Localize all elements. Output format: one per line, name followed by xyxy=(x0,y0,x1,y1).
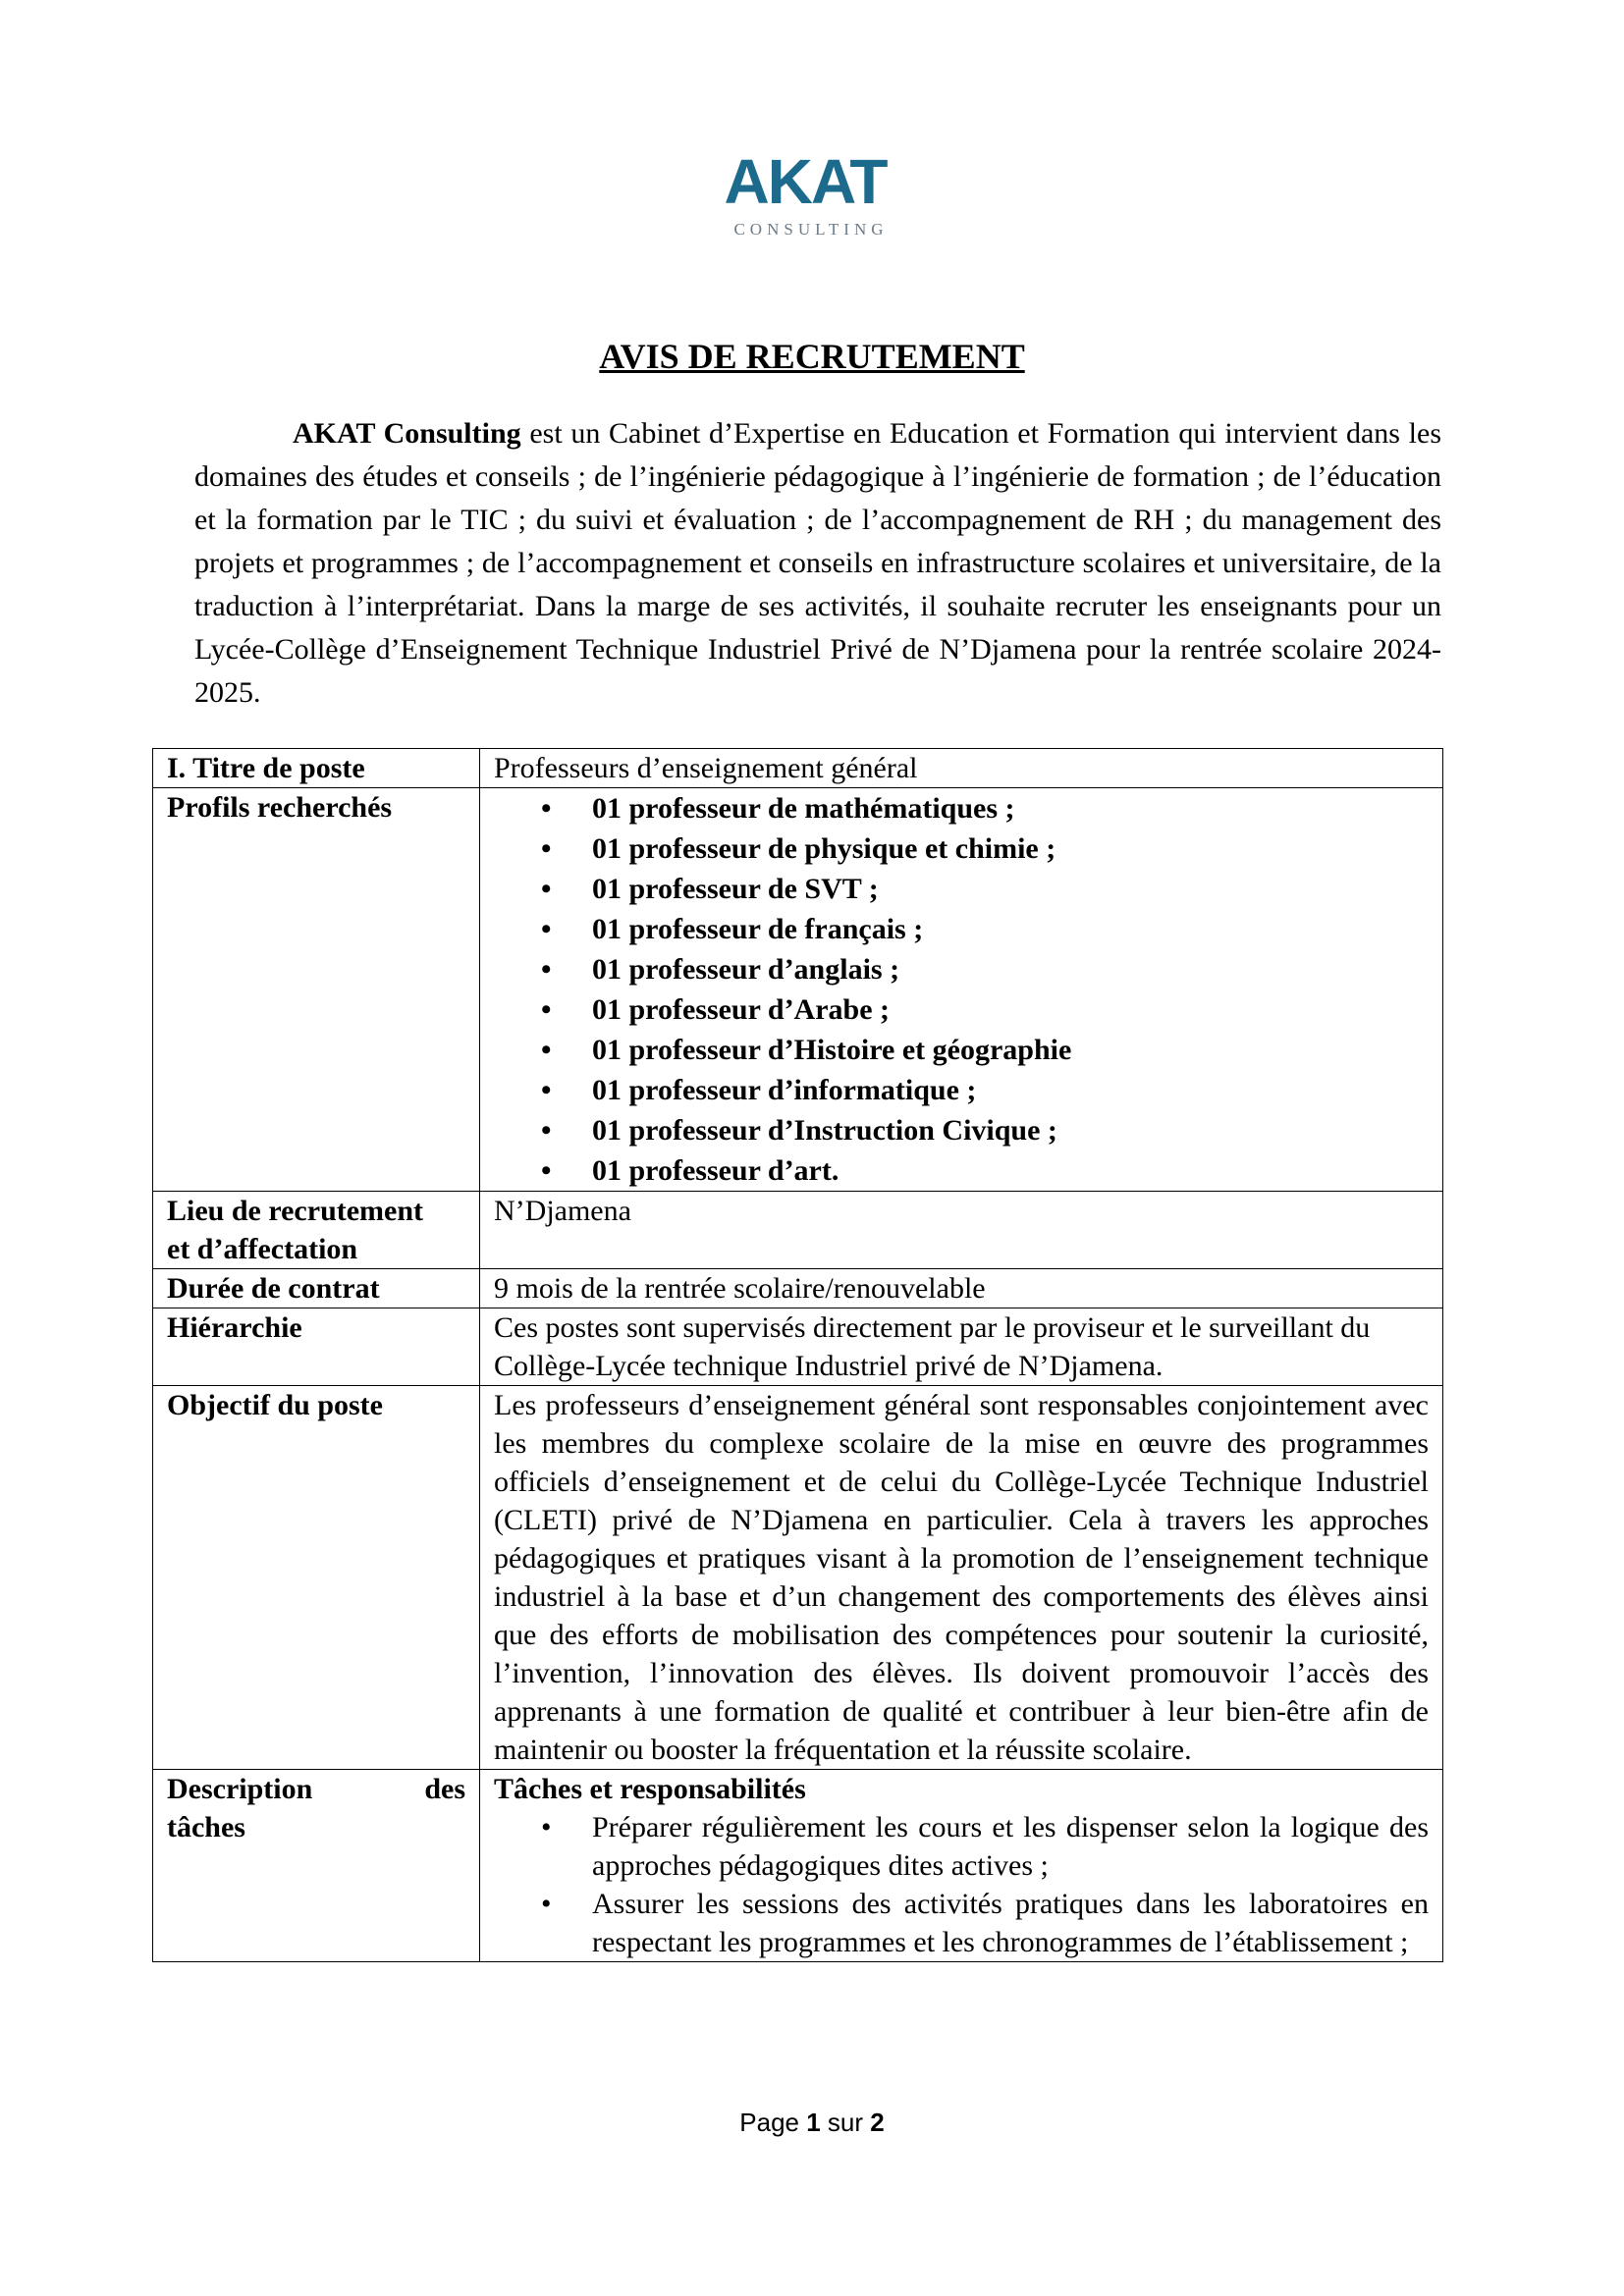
list-item: • Assurer les sessions des activités pratiques dans les laboratoires en respectant les programmes et les chronogrammes de l’établissement ; xyxy=(494,1885,1429,1961)
table-row-hierarchie xyxy=(153,1308,1443,1386)
list-item: • 01 professeur de français ; xyxy=(494,909,1429,949)
intro-company-name: AKAT Consulting xyxy=(293,417,521,450)
lieu-label-line2: et d’affectation xyxy=(167,1233,358,1265)
table-row-objectif xyxy=(153,1386,1443,1770)
description-label-word2: des xyxy=(424,1773,465,1805)
profils-value xyxy=(480,788,1443,1192)
lieu-label xyxy=(153,1192,480,1269)
description-label xyxy=(153,1770,480,1962)
list-item: • 01 professeur d’anglais ; xyxy=(494,949,1429,989)
list-item: • 01 professeur d’art. xyxy=(494,1150,1429,1191)
duree-value: 9 mois de la rentrée scolaire/renouvelable xyxy=(480,1269,1443,1308)
footer-middle: sur xyxy=(820,2108,871,2137)
logo-mark: AKAT xyxy=(724,146,887,217)
description-label-line1 xyxy=(167,1770,465,1808)
lieu-value: N’Djamena xyxy=(480,1192,1443,1269)
hierarchie-value: Ces postes sont supervisés directement par le proviseur et le surveillant du Collège-Lycée technique Industriel privé de N’Djamena. xyxy=(480,1308,1443,1386)
page-footer xyxy=(0,2107,1624,2138)
lieu-label-line1 xyxy=(167,1192,465,1230)
footer-total-pages: 2 xyxy=(870,2108,885,2137)
list-item: • 01 professeur de mathématiques ; xyxy=(494,788,1429,828)
list-item: • 01 professeur d’Histoire et géographie xyxy=(494,1030,1429,1070)
description-label-line2: tâches xyxy=(167,1811,245,1843)
table-row-poste xyxy=(153,749,1443,788)
objectif-label: Objectif du poste xyxy=(153,1386,480,1770)
description-label-word1: Description xyxy=(167,1773,313,1805)
list-item: • 01 professeur de SVT ; xyxy=(494,869,1429,909)
intro-paragraph xyxy=(194,412,1441,715)
footer-prefix: Page xyxy=(739,2108,807,2137)
lieu-label-text: Lieu de recrutement xyxy=(167,1195,424,1227)
list-item: • 01 professeur de physique et chimie ; xyxy=(494,828,1429,869)
table-row-profils xyxy=(153,788,1443,1192)
page-title: AVIS DE RECRUTEMENT xyxy=(599,337,1025,376)
profils-list xyxy=(494,788,1429,1191)
intro-text: est un Cabinet d’Expertise en Education et Formation qui intervient dans les domaines des études et conseils ; de l’ingénierie pédagogique à l’ingénierie de formation ; de l’éducation et la formation par le TIC ; du suivi et évaluation ; de l’accompagnement de RH ; du management des projets et programmes ; de l’accompagnement et conseils en infrastructure scolaires et universitaire, de la traduction à l’interprétariat. Dans la marge de ses activités, il souhaite recruter les enseignants pour un Lycée-Collège d’Enseignement Technique Industriel Privé de N’Djamena pour la rentrée scolaire 2024-2025. xyxy=(194,417,1441,709)
job-details-table xyxy=(152,748,1443,1962)
list-item: • 01 professeur d’informatique ; xyxy=(494,1070,1429,1110)
list-item: • Préparer régulièrement les cours et les dispenser selon la logique des approches pédagogiques dites actives ; xyxy=(494,1808,1429,1885)
poste-label: I. Titre de poste xyxy=(153,749,480,788)
company-logo xyxy=(707,147,903,255)
table-row-description xyxy=(153,1770,1443,1962)
logo-subtitle: CONSULTING xyxy=(733,220,889,239)
tasks-list xyxy=(494,1808,1429,1961)
list-item: • 01 professeur d’Instruction Civique ; xyxy=(494,1110,1429,1150)
description-value xyxy=(480,1770,1443,1962)
tasks-heading: Tâches et responsabilités xyxy=(494,1773,806,1805)
objectif-value: Les professeurs d’enseignement général sont responsables conjointement avec les membres du complexe scolaire de la mise en œuvre des programmes officiels d’enseignement et de celui du Collège-Lycée Technique Industriel (CLETI) privé de N’Djamena en particulier. Cela à travers les approches pédagogiques et pratiques visant à la promotion de l’enseignement technique industriel à la base et d’un changement des comportements des élèves ainsi que des efforts de mobilisation des compétences pour soutenir la curiosité, l’invention, l’innovation des élèves. Ils doivent promouvoir l’accès des apprenants à une formation de qualité et contribuer à leur bien-être afin de maintenir ou booster la fréquentation et la réussite scolaire. xyxy=(480,1386,1443,1770)
profils-label: Profils recherchés xyxy=(153,788,480,1192)
list-item: • 01 professeur d’Arabe ; xyxy=(494,989,1429,1030)
poste-value: Professeurs d’enseignement général xyxy=(480,749,1443,788)
table-row-duree xyxy=(153,1269,1443,1308)
duree-label: Durée de contrat xyxy=(153,1269,480,1308)
hierarchie-label: Hiérarchie xyxy=(153,1308,480,1386)
table-row-lieu xyxy=(153,1192,1443,1269)
footer-current-page: 1 xyxy=(806,2108,821,2137)
